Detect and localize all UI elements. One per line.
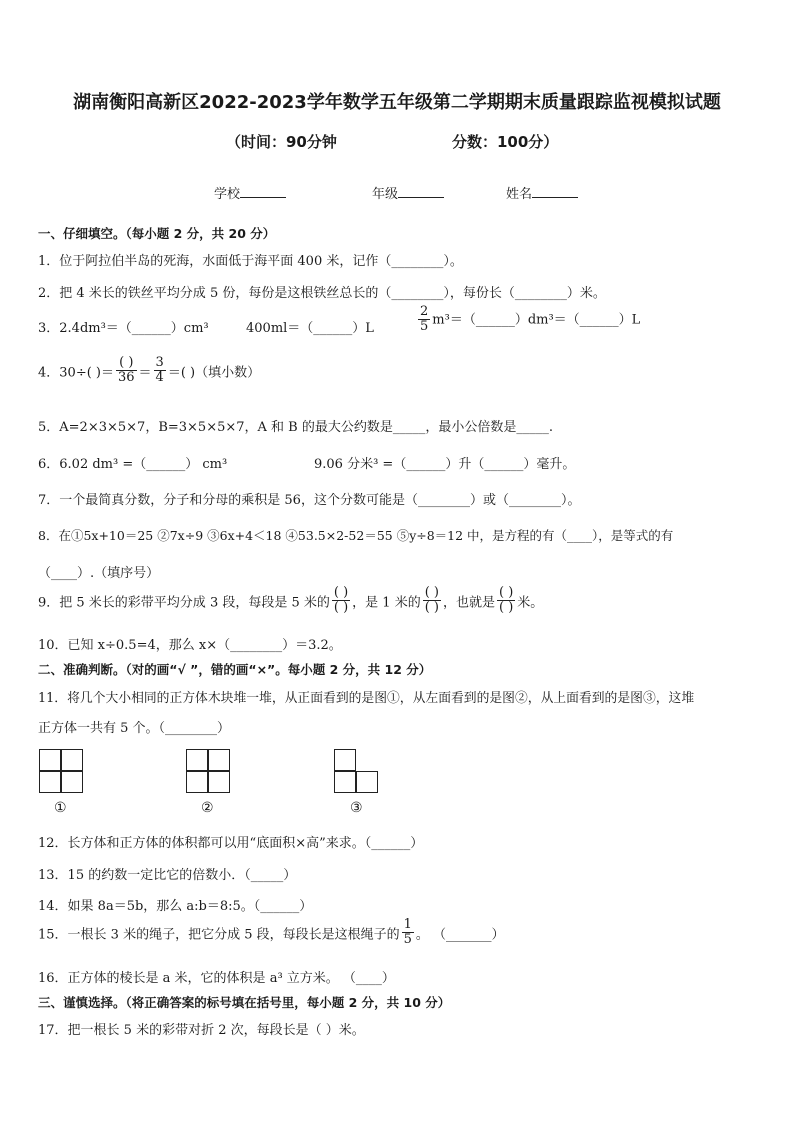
cube-face (186, 771, 208, 793)
grade-blank[interactable] (398, 185, 444, 198)
cube-face (208, 749, 230, 771)
question-11-cont: 正方体一共有 5 个。（________） (38, 721, 231, 736)
question-8-cont: （____）.（填序号） (38, 566, 160, 581)
section-3-heading: 三、谨慎选择。（将正确答案的标号填在括号里，每小题 2 分，共 10 分） (38, 995, 451, 1010)
cube-face (356, 771, 378, 793)
exam-score: 分数：100分） (452, 133, 559, 151)
figure-3-top-view (334, 749, 380, 795)
question-13: 13．15 的约数一定比它的倍数小．（_____） (38, 868, 297, 883)
question-8: 8．在①5x+10＝25 ②7x÷9 ③6x+4＜18 ④53.5×2-52＝55 ⑤y÷8＝12 中，是方程的有（____），是等式的有 (38, 528, 674, 543)
name-label: 姓名 (506, 187, 533, 202)
fraction-2-5: $\frac{2}{5}$ (420, 304, 429, 335)
question-5: 5．A=2×3×5×7，B=3×5×5×7，A 和 B 的最大公约数是_____，最小公倍数是_____. (38, 420, 553, 435)
fraction-blank: $\frac{( )}{( )}$ (333, 585, 349, 616)
section-1-heading: 一、仔细填空。（每小题 2 分，共 20 分） (38, 226, 276, 241)
cube-face (186, 749, 208, 771)
question-12: 12．长方体和正方体的体积都可以用“底面积×高”来求。（______） (38, 836, 424, 851)
question-10: 10．已知 x÷0.5=4，那么 x×（________）＝3.2。 (38, 638, 342, 653)
school-label: 学校 (214, 187, 241, 202)
cube-face (61, 749, 83, 771)
exam-time: （时间：90分钟 (226, 133, 337, 151)
question-3b: 400ml＝（______）L (246, 321, 374, 336)
fraction-blank: $\frac{( )}{( )}$ (424, 585, 439, 616)
question-11: 11．将几个大小相同的正方体木块堆一堆，从正面看到的是图①，从左面看到的是图②，从上面看到的是图③，这堆 (38, 691, 695, 706)
question-9: 9．把 5 米长的彩带平均分成 3 段，每段是 5 米的 $\frac{( )}{( )}$ ，是 1 米的 $\frac{( )}{( )}$ ，也就是 $\frac{( )}{( )}$ 米。 (38, 585, 544, 616)
name-field (506, 183, 578, 202)
figure-3-label: ③ (350, 800, 363, 816)
question-15: 15．一根长 3 米的绳子，把它分成 5 段，每段长是这根绳子的 $\frac{1}{5}$ 。 （_______） (38, 917, 505, 948)
cube-face (61, 771, 83, 793)
cube-face (334, 771, 356, 793)
cube-face (39, 749, 61, 771)
grade-field (372, 183, 444, 202)
school-blank[interactable] (240, 185, 286, 198)
question-3c: $\frac{2}{5}$ m³＝（______）dm³＝（______）L (420, 304, 641, 335)
question-17: 17．把一根长 5 米的彩带对折 2 次，每段长是（ ）米。 (38, 1023, 365, 1038)
school-field (214, 183, 286, 202)
fraction-3-4: $\frac{3}{4}$ (155, 355, 164, 386)
question-6a: 6．6.02 dm³ =（______） cm³ (38, 457, 228, 472)
question-2: 2．把 4 米长的铁丝平均分成 5 份，每份是这根铁丝总长的（________），每份长（________）米。 (38, 286, 606, 301)
name-blank[interactable] (532, 185, 578, 198)
cube-face (208, 771, 230, 793)
figure-2-label: ② (201, 800, 214, 816)
question-4: 4．30÷( )＝ $\frac{( )}{36}$ ＝ $\frac{3}{4}$ ＝( )（填小数） (38, 355, 261, 386)
question-7: 7．一个最简真分数，分子和分母的乘积是 56，这个分数可能是（________）或（________）。 (38, 493, 581, 508)
fraction-blank: $\frac{( )}{( )}$ (499, 585, 514, 616)
page-title: 湖南衡阳高新区2022-2023学年数学五年级第二学期期末质量跟踪监视模拟试题 (73, 92, 721, 113)
question-3a: 3．2.4dm³＝（______）cm³ (38, 321, 209, 336)
figure-2-left-view (186, 749, 232, 795)
fraction-1-5: $\frac{1}{5}$ (403, 917, 412, 948)
question-1: 1．位于阿拉伯半岛的死海，水面低于海平面 400 米，记作（________）。 (38, 254, 463, 269)
grade-label: 年级 (372, 187, 399, 202)
fraction-blank-36: $\frac{( )}{36}$ (117, 355, 135, 386)
cube-face (39, 771, 61, 793)
question-16: 16．正方体的棱长是 a 米，它的体积是 a³ 立方米。 （____） (38, 971, 395, 986)
section-2-heading: 二、准确判断。（对的画“√ ”，错的画“×”。每小题 2 分，共 12 分） (38, 662, 432, 677)
cube-face (334, 749, 356, 771)
question-6b: 9.06 分米³ =（______）升（______）毫升。 (314, 457, 576, 472)
figure-1-front-view (39, 749, 85, 795)
question-14: 14．如果 8a＝5b，那么 a:b＝8:5。（______） (38, 899, 313, 914)
figure-1-label: ① (54, 800, 67, 816)
